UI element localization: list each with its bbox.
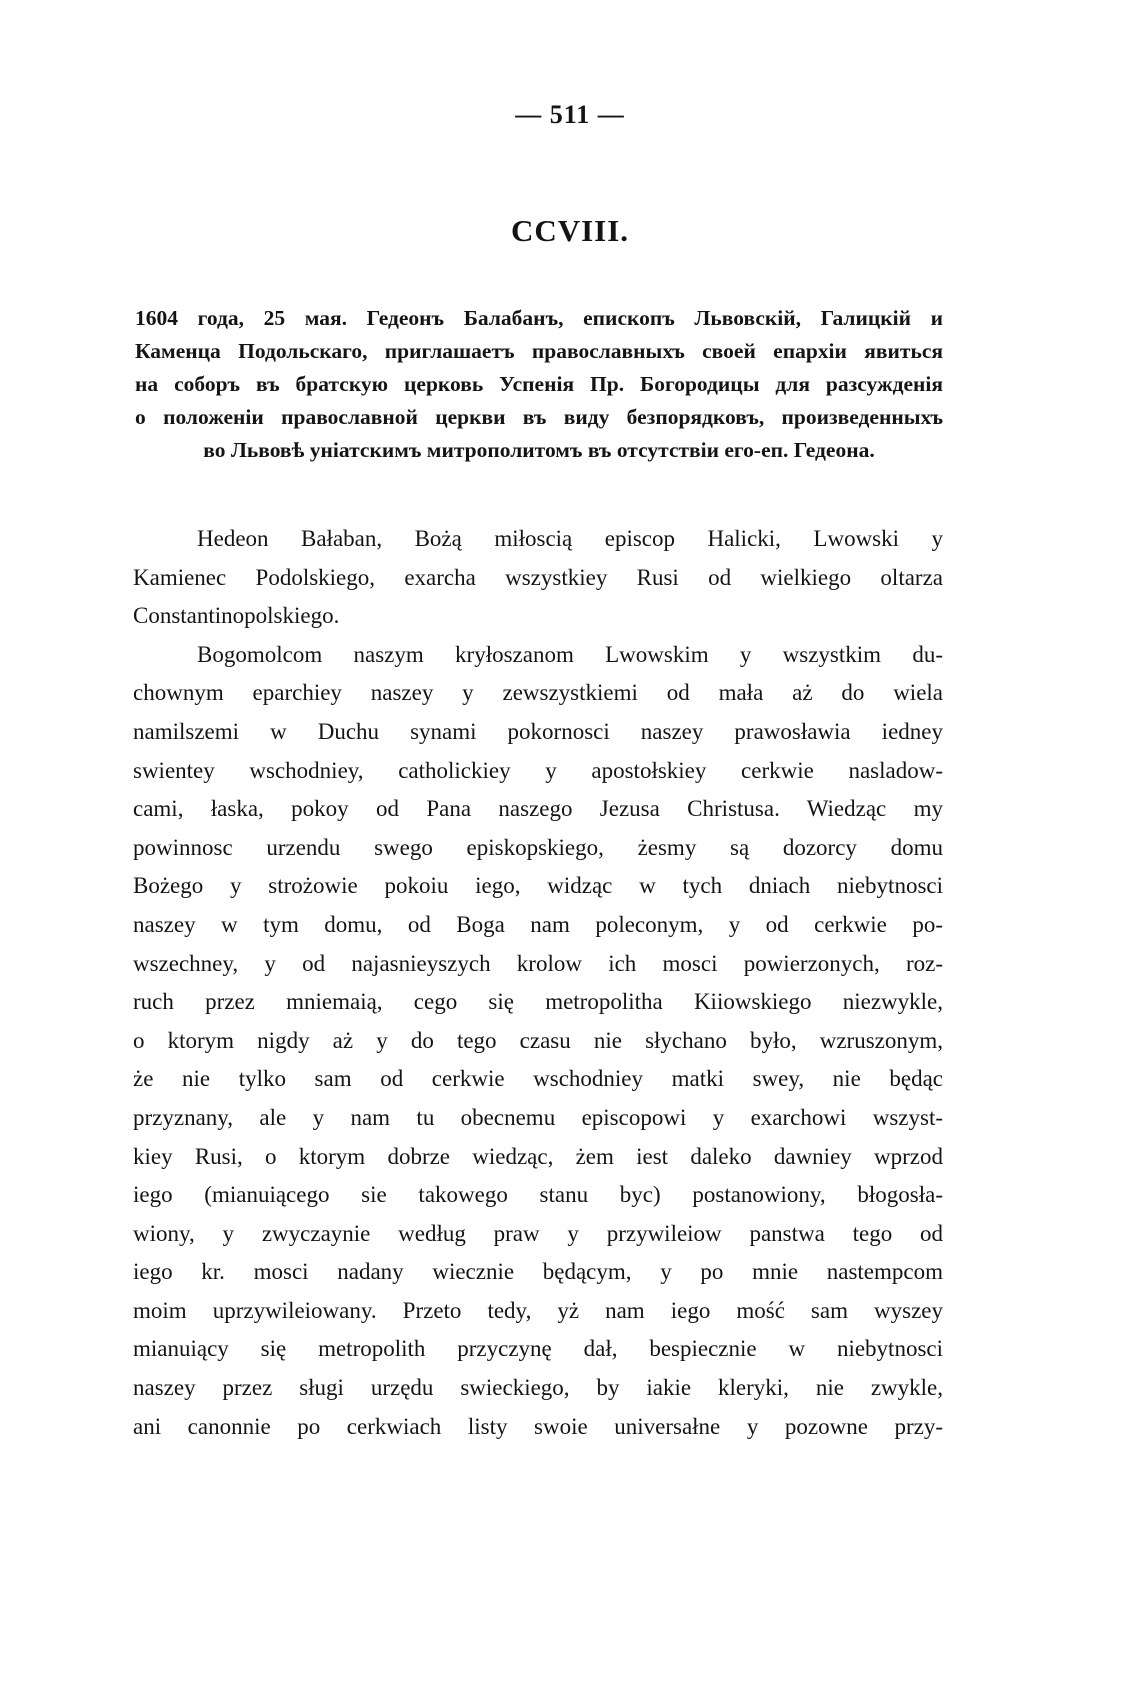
body-line: o ktorym nigdy aż y do tego czasu nie słychano było, wzruszonym, (133, 1027, 943, 1053)
document-number-heading: CCVIII. (510, 213, 630, 248)
body-line: mianuiący się metropolith przyczynę dał, bespiecznie w niebytnosci (133, 1336, 943, 1362)
body-line: że nie tylko sam od cerkwie wschodniey matki swey, nie będąc (133, 1066, 943, 1092)
body-line: ani canonnie po cerkwiach listy swoie universałne y pozowne przy- (133, 1413, 943, 1439)
body-line: moim uprzywileiowany. Przeto tedy, yż nam iego mość sam wyszey (133, 1297, 943, 1323)
body-line: przyznany, ale y nam tu obecnemu episcopowi y exarchowi wszyst- (133, 1104, 943, 1130)
summary-line: Каменца Подольскаго, приглашаетъ православныхъ своей епархіи явиться (135, 339, 943, 363)
summary-line: во Львовѣ уніатскимъ митрополитомъ въ отсутствіи его-еп. Гедеона. (203, 438, 875, 462)
body-line: kiey Rusi, o ktorym dobrze wiedząc, żem iest daleko dawniey wprzod (133, 1143, 943, 1169)
body-line: namilszemi w Duchu synami pokornosci naszey prawosławia iedney (133, 718, 943, 744)
page-number: — 511 — (515, 100, 625, 129)
body-line: wiony, y zwyczaynie według praw y przywileiow panstwa tego od (133, 1220, 943, 1246)
body-line: cami, łaska, pokoy od Pana naszego Jezusa Christusa. Wiedząc my (133, 796, 943, 822)
body-line: naszey przez sługi urzędu swieckiego, by iakie kleryki, nie zwykle, (133, 1375, 943, 1401)
body-line: swientey wschodniey, catholickiey y apostołskiey cerkwie nasladow- (133, 757, 943, 783)
body-line: iego kr. mosci nadany wiecznie będącym, y po mnie nastempcom (133, 1259, 943, 1285)
salutation-line: Hedeon Bałaban, Bożą miłoscią episcop Halicki, Lwowski y (197, 526, 943, 551)
body-line: naszey w tym domu, od Boga nam poleconym, y od cerkwie po- (133, 911, 943, 937)
salutation-line: Constantinopolskiego. (133, 603, 340, 629)
document-body (133, 520, 943, 1446)
body-line: Bogomolcom naszym kryłoszanom Lwowskim y wszystkim du- (197, 641, 943, 667)
summary-line: на соборъ въ братскую церковь Успенія Пр. Богородицы для разсужденія (135, 372, 943, 396)
body-line: Bożego y strożowie pokoiu iego, widząc w tych dniach niebytnosci (133, 873, 943, 899)
summary-line: о положеніи православной церкви въ виду безпорядковъ, произведенныхъ (135, 405, 943, 429)
body-line: iego (mianuiącego sie takowego stanu byc) postanowiony, błogosła- (133, 1182, 943, 1208)
summary-line: 1604 года, 25 мая. Гедеонъ Балабанъ, епископъ Львовскій, Галицкій и (135, 306, 943, 330)
body-line: wszechney, y od najasnieyszych krolow ich mosci powierzonych, roz- (133, 950, 943, 976)
salutation-line: Kamienec Podolskiego, exarcha wszystkiey Rusi od wielkiego oltarza (133, 564, 943, 590)
body-line: ruch przez mniemaią, cego się metropolitha Kiiowskiego niezwykle, (133, 989, 943, 1015)
document-summary (135, 302, 943, 467)
body-line: chownym eparchiey naszey y zewszystkiemi od mała aż do wiela (133, 680, 943, 706)
body-line: powinnosc urzendu swego episkopskiego, żesmy są dozorcy domu (133, 834, 943, 860)
